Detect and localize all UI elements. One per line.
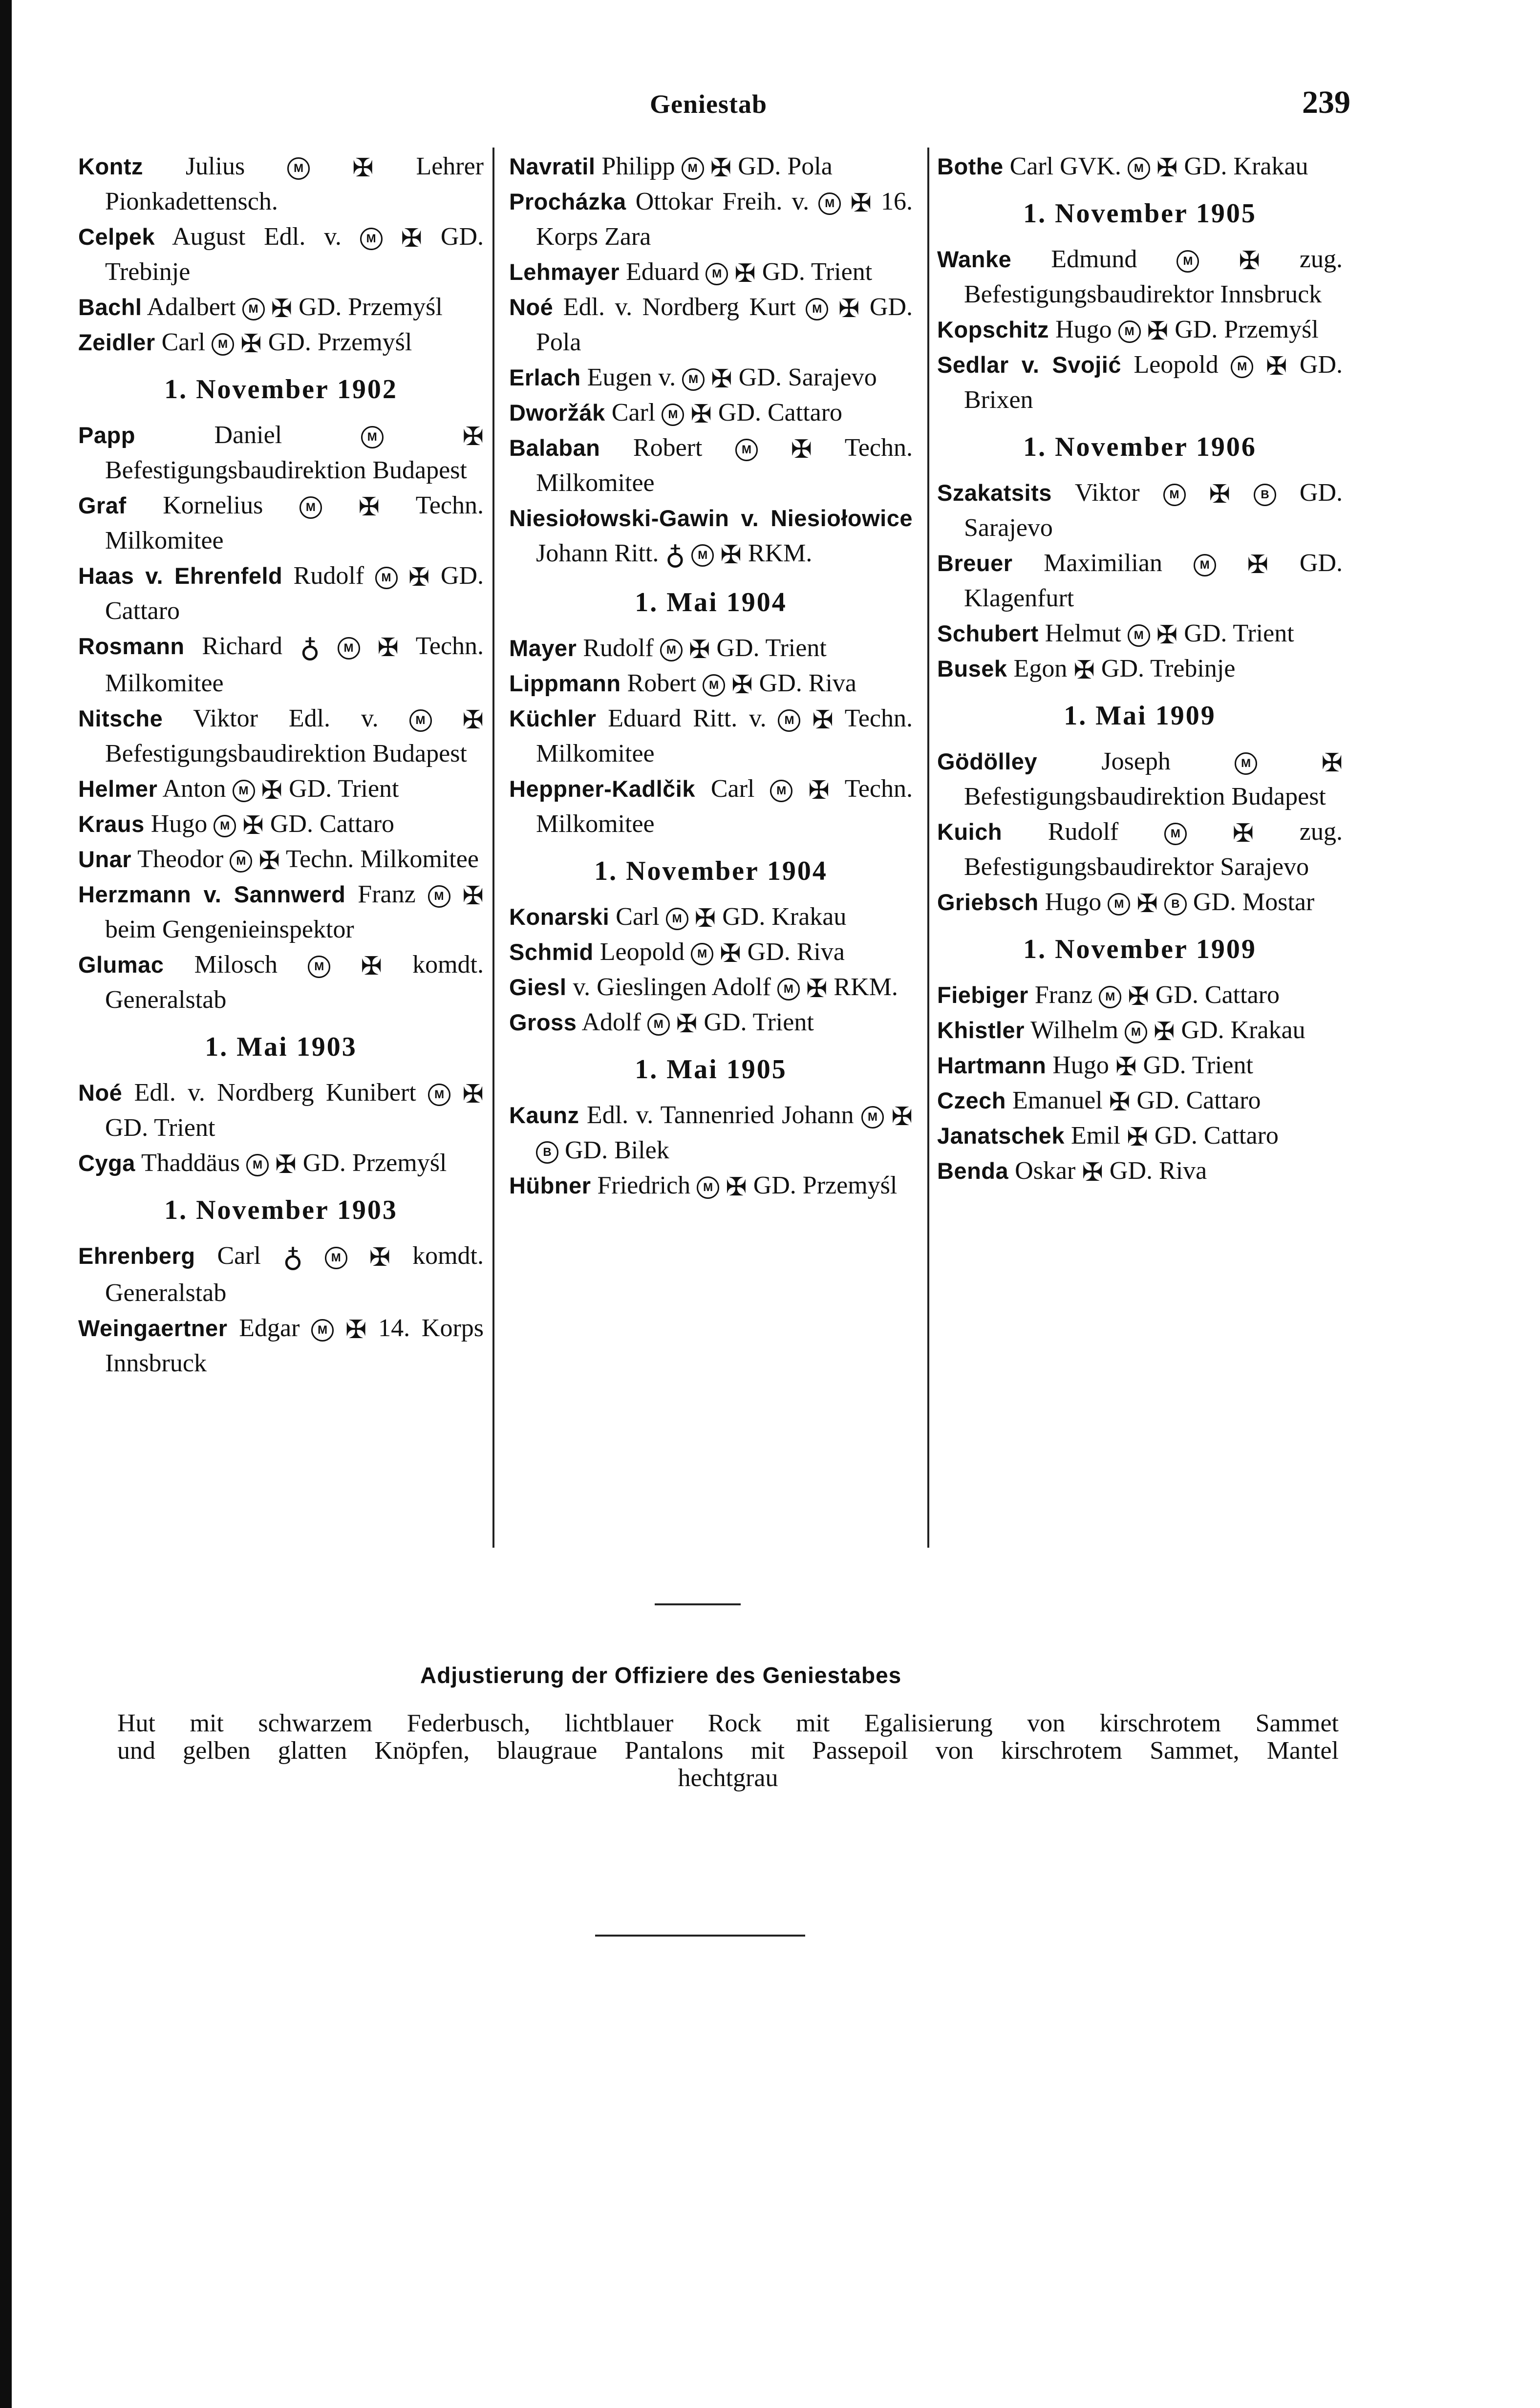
m-medal-icon: M bbox=[214, 815, 236, 837]
promotion-date-heading: 1. November 1906 bbox=[1023, 432, 1257, 462]
officer-entry: Sedlar v. Svojić Leopold M ✠ GD. Brixen bbox=[937, 351, 1343, 414]
officer-surname: Küchler bbox=[509, 705, 597, 732]
cross-icon: ✠ bbox=[462, 882, 484, 911]
cross-icon: ✠ bbox=[731, 671, 753, 700]
m-medal-icon: M bbox=[861, 1106, 884, 1129]
cross-icon: ✠ bbox=[726, 1173, 747, 1202]
officer-surname: Cyga bbox=[78, 1150, 135, 1176]
officer-surname: Lehmayer bbox=[509, 259, 620, 285]
cross-icon: ✠ bbox=[720, 940, 741, 968]
officer-entry: Weingaertner Edgar M ✠ 14. Korps Innsbruck bbox=[78, 1314, 484, 1378]
officer-surname: Zeidler bbox=[78, 329, 155, 355]
officer-entry: Procházka Ottokar Freih. v. M ✠ 16. Korps Zara bbox=[509, 188, 913, 251]
officer-surname: Noé bbox=[78, 1080, 123, 1106]
officer-surname: Giesl bbox=[509, 974, 567, 1001]
cross-icon: ✠ bbox=[462, 423, 484, 451]
promotion-date-heading: 1. Mai 1905 bbox=[635, 1054, 787, 1085]
officer-surname: Kontz bbox=[78, 153, 144, 179]
cross-icon: ✠ bbox=[838, 295, 860, 323]
cross-icon: ✠ bbox=[1082, 1159, 1103, 1187]
officer-surname: Kuich bbox=[937, 819, 1003, 845]
officer-surname: Navratil bbox=[509, 153, 596, 179]
cross-icon: ✠ bbox=[1128, 983, 1149, 1011]
adjustierung-title: Adjustierung der Offiziere des Geniestabes bbox=[420, 1662, 902, 1688]
cross-icon: ✠ bbox=[258, 847, 280, 875]
m-medal-icon: M bbox=[409, 709, 432, 732]
officer-entry: Schubert Helmut M ✠ GD. Trient bbox=[937, 619, 1294, 650]
officer-surname: Janatschek bbox=[937, 1123, 1065, 1149]
m-medal-icon: M bbox=[1099, 986, 1121, 1008]
cross-icon: ✠ bbox=[462, 1081, 484, 1109]
cross-icon: ✠ bbox=[1109, 1088, 1131, 1117]
officer-surname: Helmer bbox=[78, 776, 158, 802]
m-medal-icon: M bbox=[697, 1176, 719, 1199]
m-medal-icon: M bbox=[1164, 823, 1187, 845]
cross-icon: ✠ bbox=[408, 564, 430, 592]
officer-entry: Kraus Hugo M ✠ GD. Cattaro bbox=[78, 810, 395, 840]
officer-surname: Benda bbox=[937, 1158, 1009, 1184]
m-medal-icon: M bbox=[806, 298, 828, 320]
officer-surname: Sedlar v. Svojić bbox=[937, 352, 1121, 378]
m-medal-icon: M bbox=[706, 263, 728, 285]
officer-entry: Giesl v. Gieslingen Adolf M ✠ RKM. bbox=[509, 973, 898, 1003]
officer-entry: Nitsche Viktor Edl. v. M ✠ Befestigungsbaudirektion Budapest bbox=[78, 704, 484, 768]
promotion-date-heading: 1. November 1903 bbox=[164, 1195, 398, 1226]
m-medal-icon: M bbox=[311, 1319, 334, 1342]
m-medal-icon: M bbox=[308, 956, 330, 978]
cross-icon: ✠ bbox=[1073, 657, 1095, 685]
cross-icon: ✠ bbox=[1127, 1124, 1148, 1152]
officer-surname: Ehrenberg bbox=[78, 1243, 195, 1269]
officer-surname: Heppner-Kadlčik bbox=[509, 776, 695, 802]
officer-surname: Szakatsits bbox=[937, 480, 1052, 506]
officer-surname: Hartmann bbox=[937, 1052, 1047, 1078]
cross-icon: ✠ bbox=[734, 260, 756, 288]
officer-entry: Balaban Robert M ✠ Techn. Milkomitee bbox=[509, 434, 913, 497]
cross-icon: ✠ bbox=[1247, 551, 1269, 579]
officer-entry: Lehmayer Eduard M ✠ GD. Trient bbox=[509, 258, 873, 288]
cross-icon: ✠ bbox=[352, 154, 374, 183]
cross-icon: ✠ bbox=[1156, 154, 1178, 183]
officer-surname: Balaban bbox=[509, 435, 600, 461]
section-divider bbox=[655, 1603, 741, 1605]
cross-icon: ✠ bbox=[806, 975, 828, 1003]
officer-surname: Dworžák bbox=[509, 400, 605, 426]
order-ring-icon: ♁ bbox=[665, 540, 685, 571]
officer-surname: Herzmann v. Sannwerd bbox=[78, 881, 346, 908]
m-medal-icon: M bbox=[360, 228, 383, 250]
officer-surname: Niesiołowski-Gawin v. Niesiołowice bbox=[509, 505, 913, 531]
running-head: Geniestab bbox=[650, 89, 768, 119]
cross-icon: ✠ bbox=[812, 706, 834, 735]
cross-icon: ✠ bbox=[1156, 621, 1178, 650]
officer-entry: Navratil Philipp M ✠ GD. Pola bbox=[509, 152, 833, 183]
officer-surname: Schubert bbox=[937, 620, 1039, 646]
m-medal-icon: M bbox=[818, 192, 841, 215]
officer-surname: Hübner bbox=[509, 1172, 591, 1199]
officer-surname: Weingaertner bbox=[78, 1315, 228, 1342]
officer-surname: Lippmann bbox=[509, 670, 621, 697]
officer-surname: Czech bbox=[937, 1087, 1006, 1113]
m-medal-icon: M bbox=[361, 426, 384, 448]
officer-entry: Kopschitz Hugo M ✠ GD. Przemyśl bbox=[937, 316, 1319, 346]
officer-surname: Erlach bbox=[509, 364, 581, 390]
cross-icon: ✠ bbox=[1265, 353, 1287, 381]
cross-icon: ✠ bbox=[240, 330, 262, 359]
cross-icon: ✠ bbox=[369, 1244, 391, 1272]
cross-icon: ✠ bbox=[808, 777, 830, 805]
officer-surname: Wanke bbox=[937, 246, 1012, 272]
officer-entry: Hübner Friedrich M ✠ GD. Przemyśl bbox=[509, 1172, 898, 1202]
officer-entry: Haas v. Ehrenfeld Rudolf M ✠ GD. Cattaro bbox=[78, 562, 484, 625]
m-medal-icon: M bbox=[428, 885, 450, 908]
officer-entry: Celpek August Edl. v. M ✠ GD. Trebinje bbox=[78, 223, 484, 286]
adjustierung-line-2: und gelben glatten Knöpfen, blaugraue Pantalons mit Passepoil von kirschrotem Sammet, Mantel bbox=[117, 1737, 1339, 1765]
promotion-date-heading: 1. November 1904 bbox=[594, 856, 828, 887]
officer-surname: Rosmann bbox=[78, 633, 185, 659]
officer-surname: Mayer bbox=[509, 635, 577, 661]
cross-icon: ✠ bbox=[275, 1151, 297, 1179]
officer-entry: Busek Egon ✠ GD. Trebinje bbox=[937, 655, 1236, 685]
cross-icon: ✠ bbox=[690, 401, 712, 429]
officer-surname: Busek bbox=[937, 656, 1007, 682]
officer-entry: Lippmann Robert M ✠ GD. Riva bbox=[509, 669, 856, 700]
officer-entry: Ehrenberg Carl ♁ M ✠ komdt. Generalstab bbox=[78, 1238, 484, 1311]
officer-entry: Wanke Edmund M ✠ zug. Befestigungsbaudirektor Innsbruck bbox=[937, 245, 1343, 308]
officer-entry: Noé Edl. v. Nordberg Kurt M ✠ GD. Pola bbox=[509, 293, 913, 356]
officer-entry: Zeidler Carl M ✠ GD. Przemyśl bbox=[78, 328, 412, 359]
cross-icon: ✠ bbox=[891, 1103, 913, 1131]
officer-entry: Griebsch Hugo M ✠ B GD. Mostar bbox=[937, 888, 1315, 918]
b-medal-icon: B bbox=[1254, 484, 1276, 506]
m-medal-icon: M bbox=[735, 439, 758, 461]
cross-icon: ✠ bbox=[850, 190, 872, 218]
officer-entry: Gödölley Joseph M ✠ Befestigungsbaudirektion Budapest bbox=[937, 747, 1343, 810]
m-medal-icon: M bbox=[1128, 624, 1150, 647]
order-ring-icon: ♁ bbox=[282, 1243, 303, 1274]
officer-surname: Procházka bbox=[509, 189, 626, 214]
officer-entry: Benda Oskar ✠ GD. Riva bbox=[937, 1157, 1207, 1187]
column-middle bbox=[509, 149, 913, 1203]
officer-surname: Papp bbox=[78, 422, 135, 448]
m-medal-icon: M bbox=[230, 850, 252, 873]
scan-edge bbox=[0, 0, 12, 2408]
m-medal-icon: M bbox=[242, 298, 265, 320]
officer-entry: Niesiołowski-Gawin v. Niesiołowice Johann Ritt. ♁ M ✠ RKM. bbox=[509, 501, 913, 573]
officer-entry: Rosmann Richard ♁ M ✠ Techn. Milkomitee bbox=[78, 629, 484, 701]
officer-entry: Noé Edl. v. Nordberg Kunibert M ✠ GD. Trient bbox=[78, 1079, 484, 1142]
officer-entry: Szakatsits Viktor M ✠ B GD. Sarajevo bbox=[937, 479, 1343, 542]
officer-surname: Breuer bbox=[937, 550, 1013, 576]
officer-entry: Graf Kornelius M ✠ Techn. Milkomitee bbox=[78, 491, 484, 554]
m-medal-icon: M bbox=[691, 544, 714, 567]
m-medal-icon: M bbox=[682, 368, 705, 391]
officer-surname: Bothe bbox=[937, 153, 1004, 179]
officer-surname: Graf bbox=[78, 492, 127, 518]
m-medal-icon: M bbox=[777, 978, 800, 1001]
column-left bbox=[78, 149, 484, 1381]
promotion-date-heading: 1. November 1905 bbox=[1023, 198, 1257, 229]
officer-entry: Papp Daniel M ✠ Befestigungsbaudirektion Budapest bbox=[78, 421, 484, 484]
cross-icon: ✠ bbox=[711, 365, 732, 394]
officer-surname: Kopschitz bbox=[937, 317, 1049, 342]
officer-surname: Celpek bbox=[78, 224, 155, 250]
officer-surname: Khistler bbox=[937, 1017, 1025, 1043]
officer-surname: Unar bbox=[78, 846, 132, 873]
officer-entry: Kontz Julius M ✠ Lehrer Pionkadettensch. bbox=[78, 152, 484, 215]
officer-surname: Fiebiger bbox=[937, 982, 1028, 1008]
officer-entry: Bachl Adalbert M ✠ GD. Przemyśl bbox=[78, 293, 443, 323]
officer-surname: Bachl bbox=[78, 294, 142, 320]
officer-entry: Fiebiger Franz M ✠ GD. Cattaro bbox=[937, 981, 1280, 1011]
m-medal-icon: M bbox=[246, 1154, 269, 1176]
cross-icon: ✠ bbox=[1321, 749, 1343, 778]
officer-surname: Gross bbox=[509, 1009, 577, 1036]
m-medal-icon: M bbox=[233, 780, 255, 802]
column-rule-2 bbox=[927, 148, 929, 1548]
officer-entry: Janatschek Emil ✠ GD. Cattaro bbox=[937, 1122, 1279, 1152]
officer-entry: Helmer Anton M ✠ GD. Trient bbox=[78, 775, 399, 805]
adjustierung-text bbox=[117, 1710, 1339, 1792]
officer-entry: Hartmann Hugo ✠ GD. Trient bbox=[937, 1051, 1253, 1082]
m-medal-icon: M bbox=[666, 908, 688, 930]
cross-icon: ✠ bbox=[271, 295, 293, 323]
adjustierung-line-1: Hut mit schwarzem Federbusch, lichtblauer Rock mit Egalisierung von kirschrotem Sammet bbox=[117, 1709, 1339, 1737]
cross-icon: ✠ bbox=[261, 777, 283, 805]
m-medal-icon: M bbox=[1231, 356, 1253, 378]
cross-icon: ✠ bbox=[791, 436, 813, 464]
officer-entry: Unar Theodor M ✠ Techn. Milkomitee bbox=[78, 845, 479, 875]
cross-icon: ✠ bbox=[1209, 481, 1231, 509]
m-medal-icon: M bbox=[1163, 484, 1186, 506]
officer-entry: Gross Adolf M ✠ GD. Trient bbox=[509, 1008, 814, 1039]
m-medal-icon: M bbox=[703, 674, 725, 697]
b-medal-icon: B bbox=[1164, 893, 1187, 916]
m-medal-icon: M bbox=[1125, 1021, 1147, 1044]
officer-surname: Nitsche bbox=[78, 705, 163, 732]
cross-icon: ✠ bbox=[345, 1316, 367, 1344]
column-right bbox=[937, 149, 1343, 1189]
m-medal-icon: M bbox=[325, 1247, 347, 1269]
m-medal-icon: M bbox=[375, 567, 398, 589]
column-rule-1 bbox=[492, 148, 494, 1548]
officer-entry: Dworžák Carl M ✠ GD. Cattaro bbox=[509, 399, 843, 429]
cross-icon: ✠ bbox=[694, 905, 716, 933]
officer-entry: Küchler Eduard Ritt. v. M ✠ Techn. Milkomitee bbox=[509, 704, 913, 768]
officer-surname: Schmid bbox=[509, 939, 594, 965]
officer-entry: Mayer Rudolf M ✠ GD. Trient bbox=[509, 634, 827, 664]
m-medal-icon: M bbox=[1194, 554, 1216, 576]
officer-entry: Glumac Milosch M ✠ komdt. Generalstab bbox=[78, 951, 484, 1014]
promotion-date-heading: 1. November 1902 bbox=[164, 374, 398, 405]
m-medal-icon: M bbox=[1128, 157, 1150, 180]
cross-icon: ✠ bbox=[1147, 318, 1169, 346]
cross-icon: ✠ bbox=[361, 953, 382, 981]
cross-icon: ✠ bbox=[401, 225, 423, 253]
m-medal-icon: M bbox=[1176, 250, 1199, 273]
officer-entry: Kaunz Edl. v. Tannenried Johann M ✠ B GD. Bilek bbox=[509, 1101, 913, 1165]
cross-icon: ✠ bbox=[676, 1010, 698, 1039]
cross-icon: ✠ bbox=[1115, 1053, 1137, 1082]
cross-icon: ✠ bbox=[720, 541, 742, 570]
promotion-date-heading: 1. Mai 1909 bbox=[1064, 701, 1216, 731]
m-medal-icon: M bbox=[1235, 752, 1257, 775]
officer-entry: Schmid Leopold M ✠ GD. Riva bbox=[509, 938, 845, 968]
officer-entry: Kuich Rudolf M ✠ zug. Befestigungsbaudirektor Sarajevo bbox=[937, 818, 1343, 881]
m-medal-icon: M bbox=[1108, 893, 1130, 916]
cross-icon: ✠ bbox=[688, 636, 710, 664]
cross-icon: ✠ bbox=[377, 634, 399, 662]
m-medal-icon: M bbox=[778, 709, 800, 732]
m-medal-icon: M bbox=[287, 157, 310, 180]
officer-surname: Noé bbox=[509, 294, 554, 320]
promotion-date-heading: 1. November 1909 bbox=[1023, 934, 1257, 964]
officer-surname: Griebsch bbox=[937, 889, 1039, 915]
m-medal-icon: M bbox=[770, 780, 792, 802]
cross-icon: ✠ bbox=[1232, 820, 1254, 848]
cross-icon: ✠ bbox=[1136, 890, 1158, 918]
cross-icon: ✠ bbox=[710, 154, 732, 183]
cross-icon: ✠ bbox=[462, 706, 484, 735]
officer-entry: Breuer Maximilian M ✠ GD. Klagenfurt bbox=[937, 549, 1343, 612]
promotion-date-heading: 1. Mai 1904 bbox=[635, 587, 787, 618]
m-medal-icon: M bbox=[691, 943, 713, 965]
m-medal-icon: M bbox=[660, 639, 683, 661]
m-medal-icon: M bbox=[662, 404, 684, 426]
officer-entry: Czech Emanuel ✠ GD. Cattaro bbox=[937, 1087, 1261, 1117]
m-medal-icon: M bbox=[212, 333, 234, 356]
officer-entry: Herzmann v. Sannwerd Franz M ✠ beim Gengenieinspektor bbox=[78, 880, 484, 944]
officer-surname: Glumac bbox=[78, 952, 164, 978]
officer-entry: Khistler Wilhelm M ✠ GD. Krakau bbox=[937, 1016, 1305, 1046]
officer-surname: Gödölley bbox=[937, 748, 1038, 774]
cross-icon: ✠ bbox=[358, 493, 380, 522]
m-medal-icon: M bbox=[299, 496, 322, 519]
promotion-date-heading: 1. Mai 1903 bbox=[205, 1032, 357, 1063]
m-medal-icon: M bbox=[338, 637, 360, 660]
m-medal-icon: M bbox=[1118, 320, 1141, 343]
cross-icon: ✠ bbox=[1153, 1018, 1175, 1046]
m-medal-icon: M bbox=[647, 1013, 670, 1036]
order-ring-icon: ♁ bbox=[299, 633, 320, 664]
officer-entry: Bothe Carl GVK. M ✠ GD. Krakau bbox=[937, 152, 1308, 183]
adjustierung-line-3: hechtgrau bbox=[678, 1764, 778, 1792]
m-medal-icon: M bbox=[682, 157, 704, 180]
bottom-rule bbox=[595, 1935, 805, 1937]
m-medal-icon: M bbox=[428, 1084, 450, 1106]
page-number: 239 bbox=[1302, 85, 1350, 120]
officer-surname: Haas v. Ehrenfeld bbox=[78, 563, 283, 589]
officer-entry: Cyga Thaddäus M ✠ GD. Przemyśl bbox=[78, 1149, 447, 1179]
officer-entry: Erlach Eugen v. M ✠ GD. Sarajevo bbox=[509, 363, 877, 394]
officer-entry: Heppner-Kadlčik Carl M ✠ Techn. Milkomitee bbox=[509, 775, 913, 838]
cross-icon: ✠ bbox=[1239, 247, 1260, 276]
officer-surname: Kaunz bbox=[509, 1102, 579, 1129]
b-medal-icon: B bbox=[536, 1141, 558, 1164]
officer-surname: Kraus bbox=[78, 811, 145, 837]
cross-icon: ✠ bbox=[242, 812, 264, 840]
officer-entry: Konarski Carl M ✠ GD. Krakau bbox=[509, 903, 847, 933]
officer-surname: Konarski bbox=[509, 904, 610, 930]
